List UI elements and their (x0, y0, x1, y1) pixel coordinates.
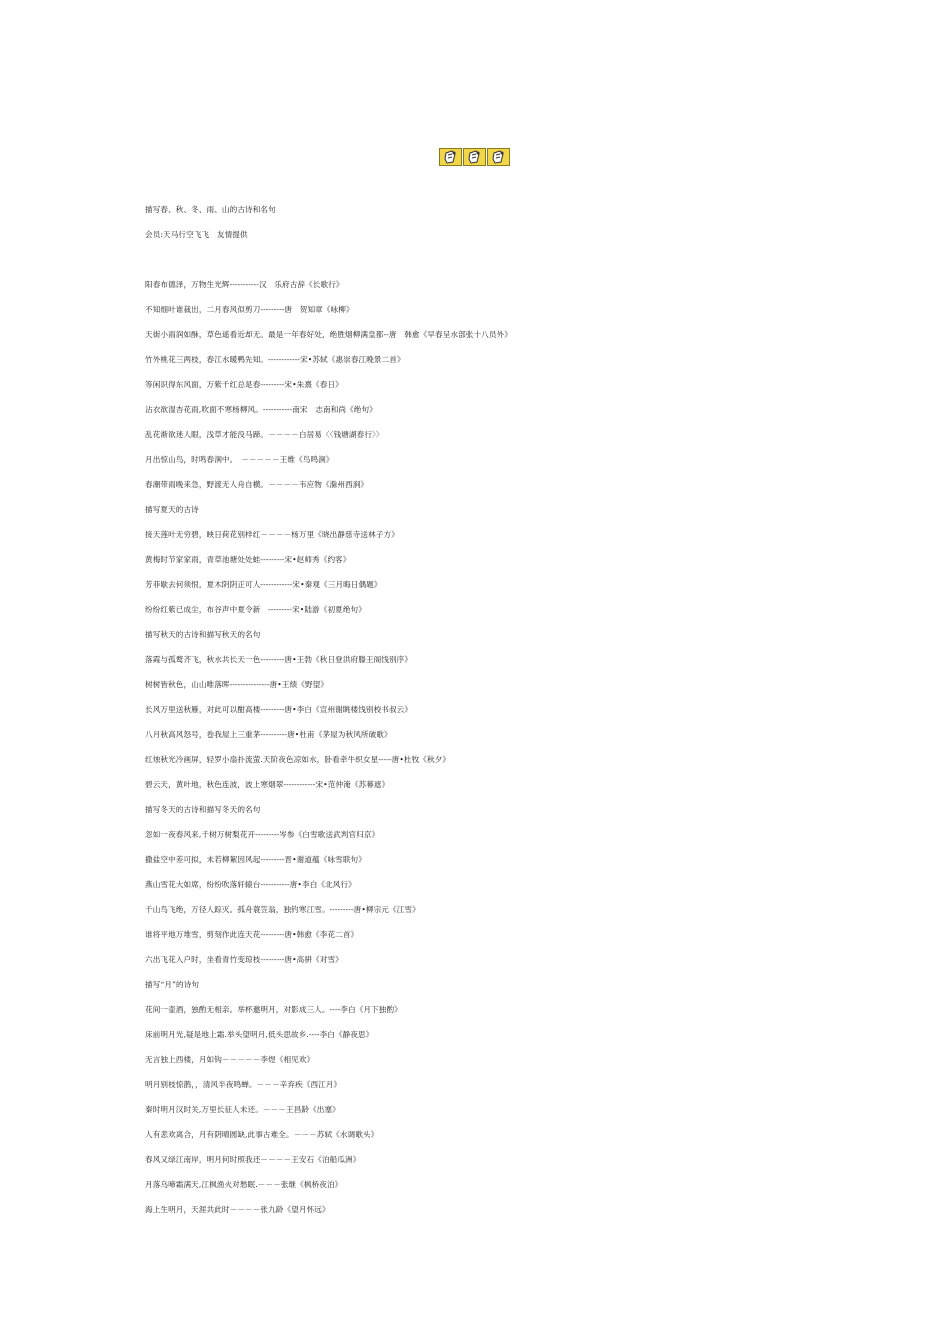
poem-line: 秦时明月汉时关,万里长征人未还。－－－王昌龄《出塞》 (145, 1105, 340, 1114)
poem-line: 乱花渐欲迷人眼，浅草才能没马蹄。－－－－白居易〈〈钱塘湖春行〉〉 (145, 430, 384, 439)
poem-line: 红烛秋光冷画屏，轻罗小扇扑流萤.天阶夜色凉如水，卧看牵牛织女星-----唐•杜牧《秋夕》 (145, 755, 451, 764)
poem-line: 接天莲叶无穷碧，映日荷花别样红－－－－杨万里《晓出静慈寺送林子方》 (145, 530, 399, 539)
document-body (145, 205, 845, 1230)
poem-line: 海上生明月，天涯共此时－－－－张九龄《望月怀远》 (145, 1205, 330, 1214)
poem-line: 不知细叶谁裁出，二月春风似剪刀---------唐 贺知章《咏柳》 (145, 305, 354, 314)
blank-spacer (145, 255, 845, 280)
poem-line: 谁将平地万堆雪，剪刻作此连天花---------唐•韩愈《李花二首》 (145, 930, 359, 939)
poem-line: 床前明月光,疑是地上霜.举头望明月,低头思故乡.----李白《静夜思》 (145, 1030, 374, 1039)
poem-line: 无言独上西楼，月如钩－－－－－李煜《相见欢》 (145, 1055, 315, 1064)
poem-line: 明月别枝惊鹊，，清风半夜鸣蝉。－－－辛弃疾《西江月》 (145, 1080, 342, 1089)
poem-line: 人有悲欢离合，月有阴晴圆缺,此事古难全。－－－苏轼《水调歌头》 (145, 1130, 379, 1139)
poem-line: 落霞与孤鹜齐飞，秋水共长天一色---------唐•王勃《秋日登洪府滕王阁饯别序》 (145, 655, 413, 664)
poem-line: 月落乌啼霜满天,江枫渔火对愁眠.－－－张继《枫桥夜泊》 (145, 1180, 343, 1189)
poem-line: 六出飞花入户时，坐看青竹变琼枝---------唐•高骈《对雪》 (145, 955, 343, 964)
section-heading-winter: 描写冬天的古诗和描写冬天的名句 (145, 805, 261, 814)
poem-line: 竹外桃花三两枝，春江水暖鸭先知。------------宋•苏轼《惠崇春江晚景二首》 (145, 355, 405, 364)
document-title: 描写春、秋、冬、雨、山的古诗和名句 (145, 205, 276, 214)
poem-line: 芳菲歇去何须恨，夏木阴阴正可人------------宋•秦观《三月晦日偶题》 (145, 580, 382, 589)
poem-line: 燕山雪花大如席，纷纷吹落轩辕台-----------唐•李白《北风行》 (145, 880, 356, 889)
poem-line: 天街小雨润如酥，草色遥看近却无。最是一年春好处，绝胜烟柳满皇都--唐 韩愈《早春呈水部张十八员外》 (145, 330, 512, 339)
scroll-icon (487, 148, 510, 166)
scroll-icon (463, 148, 486, 166)
poem-line: 树树皆秋色，山山唯落晖---------------唐•王绩《野望》 (145, 680, 329, 689)
poem-line: 沾衣欲湿杏花雨,吹面不寒杨柳风。-----------南宋 志南和尚《绝句》 (145, 405, 377, 414)
section-heading-autumn: 描写秋天的古诗和描写秋天的名句 (145, 630, 261, 639)
section-heading-summer: 描写夏天的古诗 (145, 505, 199, 514)
poem-line: 长风万里送秋雁，对此可以酣高楼---------唐•李白《宣州谢眺楼饯别校书叔云》 (145, 705, 413, 714)
poem-line: 八月秋高风怒号，卷我屋上三重茅----------唐•杜甫《茅屋为秋风所破歌》 (145, 730, 392, 739)
poem-line: 春风又绿江南岸，明月何时照我还－－－－王安石《泊船瓜洲》 (145, 1155, 361, 1164)
poem-line: 月出惊山鸟，时鸣春涧中。 －－－－－王维《鸟鸣涧》 (145, 455, 334, 464)
poem-line: 黄梅时节家家雨，青草池塘处处蛙---------宋•赵师秀《约客》 (145, 555, 351, 564)
poem-line: 纷纷红紫已成尘，布谷声中夏令新 ---------宋•陆游《初夏绝句》 (145, 605, 366, 614)
poem-line: 忽如一夜春风来,千树万树梨花开---------岑参《白雪歌送武判官归京》 (145, 830, 380, 839)
poem-line: 春潮带雨晚来急，野渡无人舟自横。－－－－韦应物《滁州西涧》 (145, 480, 369, 489)
poem-line: 撒盐空中差可拟，未若柳絮因风起---------晋•谢道蕴《咏雪联句》 (145, 855, 366, 864)
poem-line: 花间一壶酒，独酌无相亲。举杯邀明月，对影成三人。----李白《月下独酌》 (145, 1005, 402, 1014)
poem-line: 碧云天，黄叶地，秋色连波，波上寒烟翠------------宋•范仲淹《苏幕遮》 (145, 780, 390, 789)
poem-line: 等闲识得东风面，万紫千红总是春---------宋•朱熹《春日》 (145, 380, 343, 389)
poem-line: 阳春布德泽，万物生光辉-----------汉 乐府古辞《长歌行》 (145, 280, 344, 289)
header-icon-group (439, 148, 510, 166)
scroll-icon (439, 148, 462, 166)
document-credit: 会员:天马行空飞飞 友情提供 (145, 230, 248, 239)
section-heading-moon: 描写“月”的诗句 (145, 980, 200, 989)
poem-line: 千山鸟飞绝，万径人踪灭。孤舟蓑笠翁，独钓寒江雪。---------唐•柳宗元《江雪》 (145, 905, 420, 914)
